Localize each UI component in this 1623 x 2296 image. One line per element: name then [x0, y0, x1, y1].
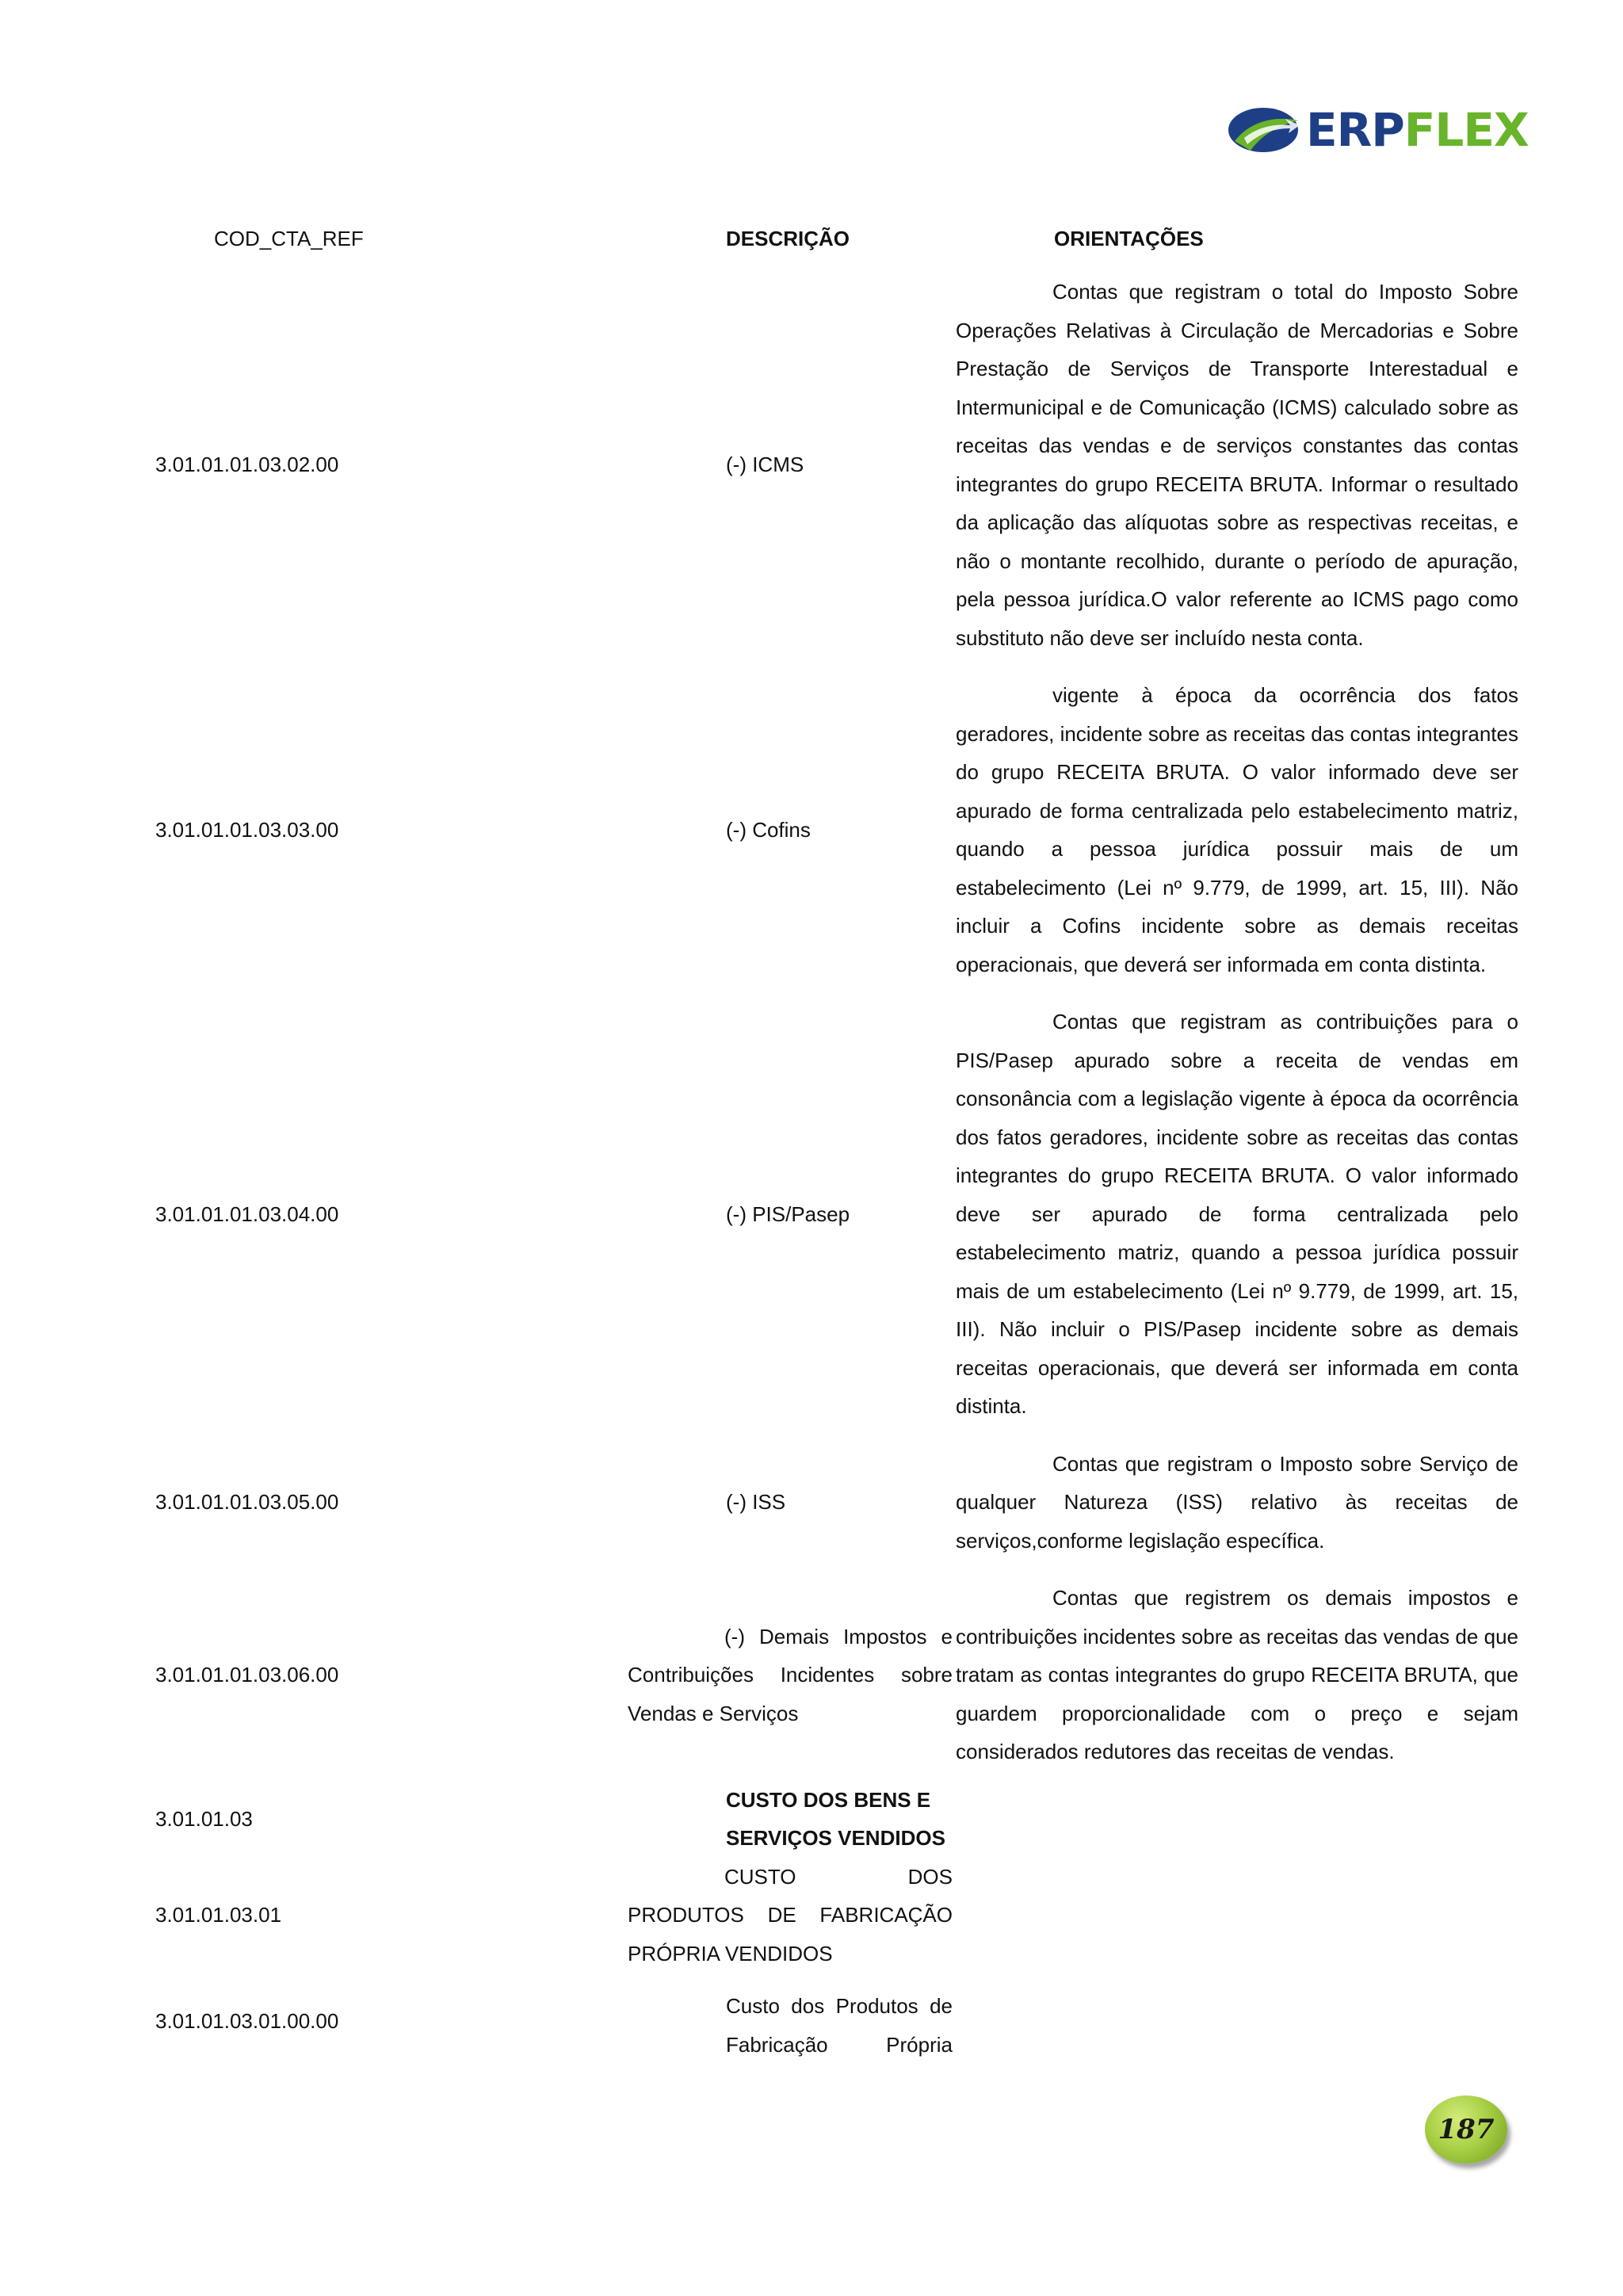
- row-orientation: [956, 1781, 1518, 1858]
- row-description: (-) Demais Impostos e Contribuições Incidentes sobre Vendas e Serviços: [628, 1624, 953, 1725]
- table-row: [155, 993, 1518, 1435]
- header-orientacoes: ORIENTAÇÕES: [1054, 226, 1204, 250]
- row-code: 3.01.01.01.03.05.00: [155, 1490, 339, 1514]
- row-description: CUSTO DOS BENS E SERVIÇOS VENDIDOS: [726, 1787, 945, 1850]
- row-description: CUSTO DOS PRODUTOS DE FABRICAÇÃO PRÓPRIA VENDIDOS: [628, 1864, 953, 1966]
- row-orientation: Contas que registram o total do Imposto Sobre Operações Relativas à Circulação de Mercadorias e Sobre Prestação de Serviços de Transporte Interestadual e Intermunicipal e de Comunicação (ICMS) calculado sobre as receitas das vendas e de serviços constantes das contas integrantes do grupo RECEITA BRUTA. Informar o resultado da aplicação das alíquotas sobre as respectivas receitas, e não o montante recolhido, durante o período de apuração, pela pessoa jurídica.O valor referente ao ICMS pago como substituto não deve ser incluído nesta conta.: [956, 280, 1518, 650]
- row-description: (-) PIS/Pasep: [726, 1201, 850, 1226]
- row-description: (-) Cofins: [726, 817, 811, 842]
- row-orientation: Contas que registram o Imposto sobre Serviço de qualquer Natureza (ISS) relativo às receitas de serviços,conforme legislação específica.: [956, 1451, 1518, 1553]
- row-code: 3.01.01.01.03.06.00: [155, 1663, 339, 1687]
- page-number: 187: [1438, 2114, 1495, 2145]
- row-code: 3.01.01.03: [155, 1806, 253, 1831]
- accounts-table: [155, 214, 1518, 2064]
- table-header-row: [155, 214, 1518, 263]
- row-code: 3.01.01.03.01.00.00: [155, 2009, 339, 2034]
- row-description: (-) ISS: [726, 1490, 786, 1514]
- erpflex-logo: [1227, 97, 1529, 163]
- row-orientation: [956, 1858, 1518, 1973]
- row-code: 3.01.01.01.03.02.00: [155, 453, 339, 477]
- erpflex-swoosh-icon: [1227, 97, 1303, 163]
- page-number-badge: [1425, 2095, 1507, 2164]
- row-code: 3.01.01.01.03.03.00: [155, 817, 339, 842]
- table-row: [155, 1781, 1518, 1858]
- row-code: 3.01.01.01.03.04.00: [155, 1201, 339, 1226]
- row-orientation: vigente à época da ocorrência dos fatos geradores, incidente sobre as receitas das contas integrantes do grupo RECEITA BRUTA. O valor informado deve ser apurado de forma centralizada pelo estabelecimento matriz, quando a pessoa jurídica possuir mais de um estabelecimento (Lei nº 9.779, de 1999, art. 15, III). Não incluir a Cofins incidente sobre as demais receitas operacionais, que deverá ser informada em conta distinta.: [956, 683, 1518, 976]
- header-descricao: DESCRIÇÃO: [726, 226, 850, 250]
- table-row: [155, 1569, 1518, 1781]
- table-row: [155, 263, 1518, 667]
- row-description: (-) ICMS: [726, 453, 804, 477]
- erpflex-wordmark: ERPFLEX: [1306, 103, 1529, 157]
- row-orientation: [956, 1973, 1518, 2064]
- row-description: Custo dos Produtos de Fabricação Própria: [726, 1994, 953, 2057]
- row-orientation: Contas que registram as contribuições para o PIS/Pasep apurado sobre a receita de vendas em consonância com a legislação vigente à época da ocorrência dos fatos geradores, incidente sobre as receitas das contas integrantes do grupo RECEITA BRUTA. O valor informado deve ser apurado de forma centralizada pelo estabelecimento matriz, quando a pessoa jurídica possuir mais de um estabelecimento (Lei nº 9.779, de 1999, art. 15, III). Não incluir o PIS/Pasep incidente sobre as demais receitas operacionais, que deverá ser informada em conta distinta.: [956, 1010, 1518, 1418]
- row-orientation: Contas que registrem os demais impostos e contribuições incidentes sobre as receitas das vendas de que tratam as contas integrantes do grupo RECEITA BRUTA, que guardem proporcionalidade com o preço e sejam considerados redutores das receitas de vendas.: [956, 1586, 1518, 1763]
- header-cod-cta-ref: COD_CTA_REF: [214, 226, 364, 250]
- row-code: 3.01.01.03.01: [155, 1903, 282, 1927]
- table-row: [155, 1973, 1518, 2064]
- table-row: [155, 667, 1518, 993]
- table-row: [155, 1435, 1518, 1570]
- table-row: [155, 1858, 1518, 1973]
